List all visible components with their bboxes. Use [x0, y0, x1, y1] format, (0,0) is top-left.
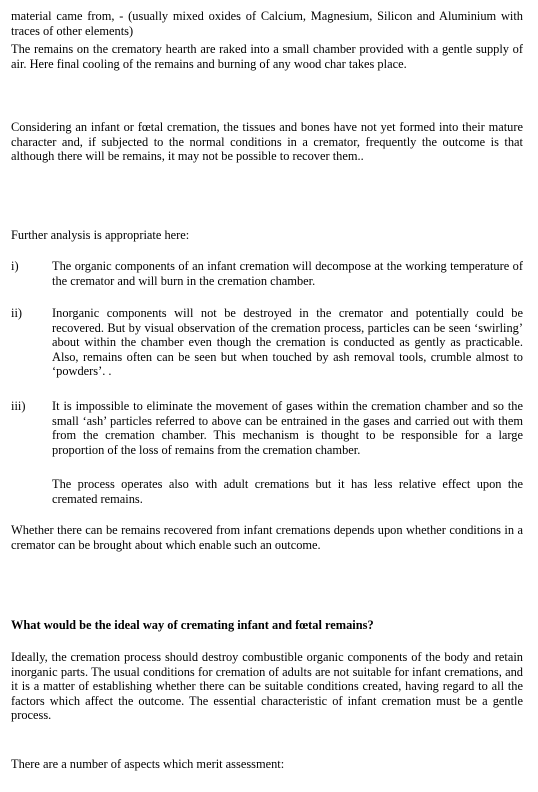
section-heading: What would be the ideal way of cremating infant and fœtal remains? [11, 618, 374, 632]
whether-paragraph: Whether there can be remains recovered from infant cremations depends upon whether conditions in a cremator can be brought about which enable such an outcome. [11, 523, 523, 552]
item-text: The organic components of an infant cremation will decompose at the working temperature of the cremator and will burn in the cremation chamber. [52, 259, 523, 288]
intro-raking-paragraph: The remains on the crematory hearth are raked into a small chamber provided with a gentle supply of air. Here final cooling of the remains and burning of any wood char takes place. [11, 42, 523, 71]
infant-paragraph: Considering an infant or fœtal cremation, the tissues and bones have not yet formed into their mature character and, if subjected to the normal conditions in a cremator, frequently the outcome is that although there will be remains, it may not be possible to recover them.. [11, 120, 523, 164]
item-note: The process operates also with adult cremations but it has less relative effect upon the cremated remains. [52, 477, 523, 506]
item-text: It is impossible to eliminate the movement of gases within the cremation chamber and so the small ‘ash’ particles referred to above can be entrained in the gases and carried out with them from the cremation chamber. This mechanism is thought to be responsible for a large proportion of the loss of remains from the cremation chamber. [52, 399, 523, 457]
aspects-intro: There are a number of aspects which merit assessment: [11, 757, 285, 771]
item-number: ii) [11, 306, 23, 320]
item-text: Inorganic components will not be destroyed in the cremator and potentially could be recovered. But by visual observation of the cremation process, particles can be seen ‘swirling’ about within the chamber even though the cremation is conducted as gently as practicable. Also, remains often can be seen but when touched by ash removal tools, crumble almost to ‘powders’. . [52, 306, 523, 379]
ideal-paragraph: Ideally, the cremation process should destroy combustible organic components of the body and retain inorganic parts. The usual conditions for cremation of adults are not suitable for infant cremations, and it is a matter of establishing whether there can be suitable conditions created, having regard to all the factors which affect the outcome. The essential characteristic of infant cremation must be a gentle process. [11, 650, 523, 723]
item-number: i) [11, 259, 19, 273]
intro-continuation: material came from, - (usually mixed oxides of Calcium, Magnesium, Silicon and Aluminium with traces of other elements) [11, 9, 523, 38]
item-number: iii) [11, 399, 26, 413]
analysis-intro: Further analysis is appropriate here: [11, 228, 190, 242]
